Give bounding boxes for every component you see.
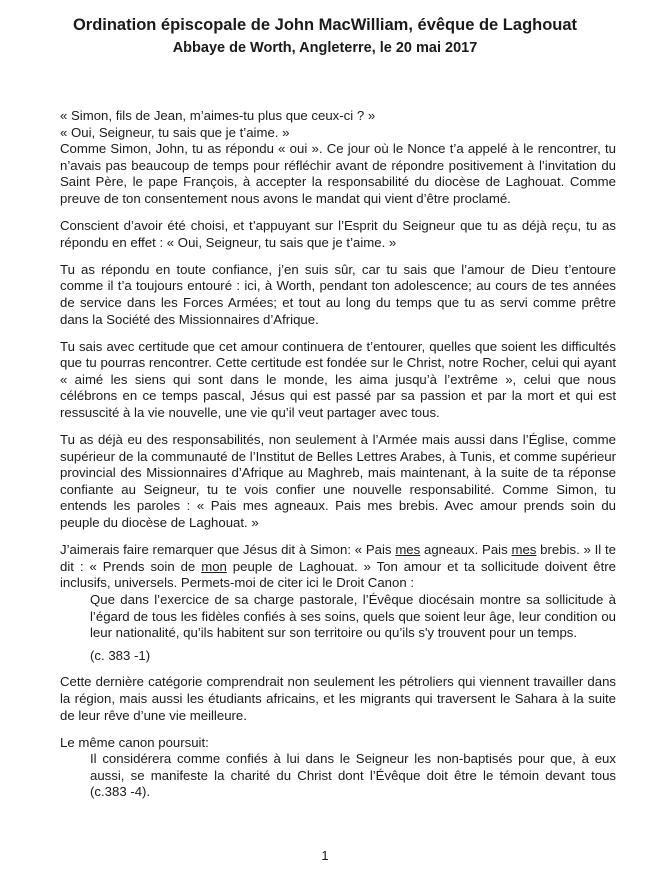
paragraph-4: Tu sais avec certitude que cet amour continuera de t’entourer, quelles que soient les difficultés que tu pourras rencontrer. Cette certitude est fondée sur le Christ, notre Rocher, celui qui ayant « aimé les siens qui sont dans le monde, les aima jusqu’à l’extrême », celui que nous célébrons en ce temps pascal, Jésus qui est passé par sa passion et par la mort et qui est ressuscité à la vie nouvelle, une vie qu’il veut partager avec tous. bbox=[60, 338, 616, 420]
underlined-word-mes-1: mes bbox=[395, 542, 421, 558]
underlined-word-mon: mon bbox=[201, 558, 227, 574]
page-number: 1 bbox=[321, 848, 329, 863]
paragraph-3: Tu as répondu en toute confiance, j’en suis sûr, car tu sais que l’amour de Dieu t’entoure comme il t’a toujours entouré : ici, à Worth, pendant ton adolescence; au cours de tes années de service dans les Forces Armées; et tout au long du temps que tu as servi comme prêtre dans la Société des Missionnaires d’Afrique. bbox=[60, 261, 616, 327]
paragraph-6 bbox=[60, 542, 616, 592]
document-body bbox=[60, 108, 616, 807]
canon-quote-1: Que dans l’exercice de sa charge pastorale, l’Évêque diocésain montre sa sollicitude à l’égard de tous les fidèles confiés à ses soins, quels que soient leur âge, leur condition ou leur nationalité, qu’ils habitent sur son territoire ou qu’ils s'y trouvent pour un temps. bbox=[90, 591, 616, 641]
canon-quote-2: Il considérera comme confiés à lui dans le Seigneur les non-baptisés pour que, à eux aussi, se manifeste la charité du Christ dont l’Évêque doit être le témoin devant tous (c.383 -4). bbox=[90, 751, 616, 800]
paragraph-8: Le même canon poursuit: bbox=[60, 734, 209, 750]
paragraph-1 bbox=[60, 108, 616, 208]
underlined-word-mes-2: mes bbox=[511, 542, 537, 558]
paragraph-2: Conscient d’avoir été choisi, et t’appuyant sur l’Esprit du Seigneur que tu as déjà reçu, tu as répondu en effet : « Oui, Seigneur, tu sais que je t’aime. » bbox=[60, 218, 616, 250]
paragraph-6-part-c: brebis. » Il te dit : « Prends soin de bbox=[60, 542, 616, 574]
paragraph-1-line-1: « Simon, fils de Jean, m’aimes-tu plus que ceux-ci ? » bbox=[60, 108, 376, 123]
paragraph-5: Tu as déjà eu des responsabilités, non seulement à l’Armée mais aussi dans l’Église, comme supérieur de la communauté de l’Institut de Belles Lettres Arabes, à Tunis, et comme supérieur provincial des Missionnaires d’Afrique au Maghreb, mais maintenant, à la suite de ta réponse confiante au Seigneur, tu te vois confier une nouvelle responsabilité. Comme Simon, tu entends les paroles : « Pais mes agneaux. Pais mes brebis. Avec amour prends soin du peuple du diocèse de Laghouat. » bbox=[60, 432, 616, 531]
paragraph-1-line-3: Comme Simon, John, tu as répondu « oui ». Ce jour où le Nonce t’a appelé à le rencontrer, tu n’avais pas beaucoup de temps pour réfléchir avant de répondre positivement à l’invitation du Saint Père, le pape François, à accepter la responsabilité du diocèse de Laghouat. Comme preuve de ton consentement nous avons le mandat qui vient d’être proclamé. bbox=[60, 141, 616, 206]
paragraph-6-part-d: peuple de Laghouat. » Ton amour et ta sollicitude doivent être inclusifs, universels. Permets-moi de citer ici le Droit Canon : bbox=[60, 558, 616, 591]
paragraph-1-line-2: « Oui, Seigneur, tu sais que je t’aime. » bbox=[60, 124, 290, 140]
canon-quote-1-reference: (c. 383 -1) bbox=[90, 647, 151, 663]
paragraph-7: Cette dernière catégorie comprendrait non seulement les pétroliers qui viennent travailler dans la région, mais aussi les étudiants africains, et les migrants qui traversent le Sahara à la suite de leur rêve d’une vie meilleure. bbox=[60, 674, 616, 723]
document-title: Ordination épiscopale de John MacWilliam, évêque de Laghouat bbox=[72, 16, 578, 34]
paragraph-6-part-a: J’aimerais faire remarquer que Jésus dit à Simon: « Pais bbox=[60, 542, 396, 558]
document-subtitle: Abbaye de Worth, Angleterre, le 20 mai 2017 bbox=[172, 40, 478, 56]
paragraph-6-part-b: agneaux. Pais bbox=[420, 542, 512, 558]
